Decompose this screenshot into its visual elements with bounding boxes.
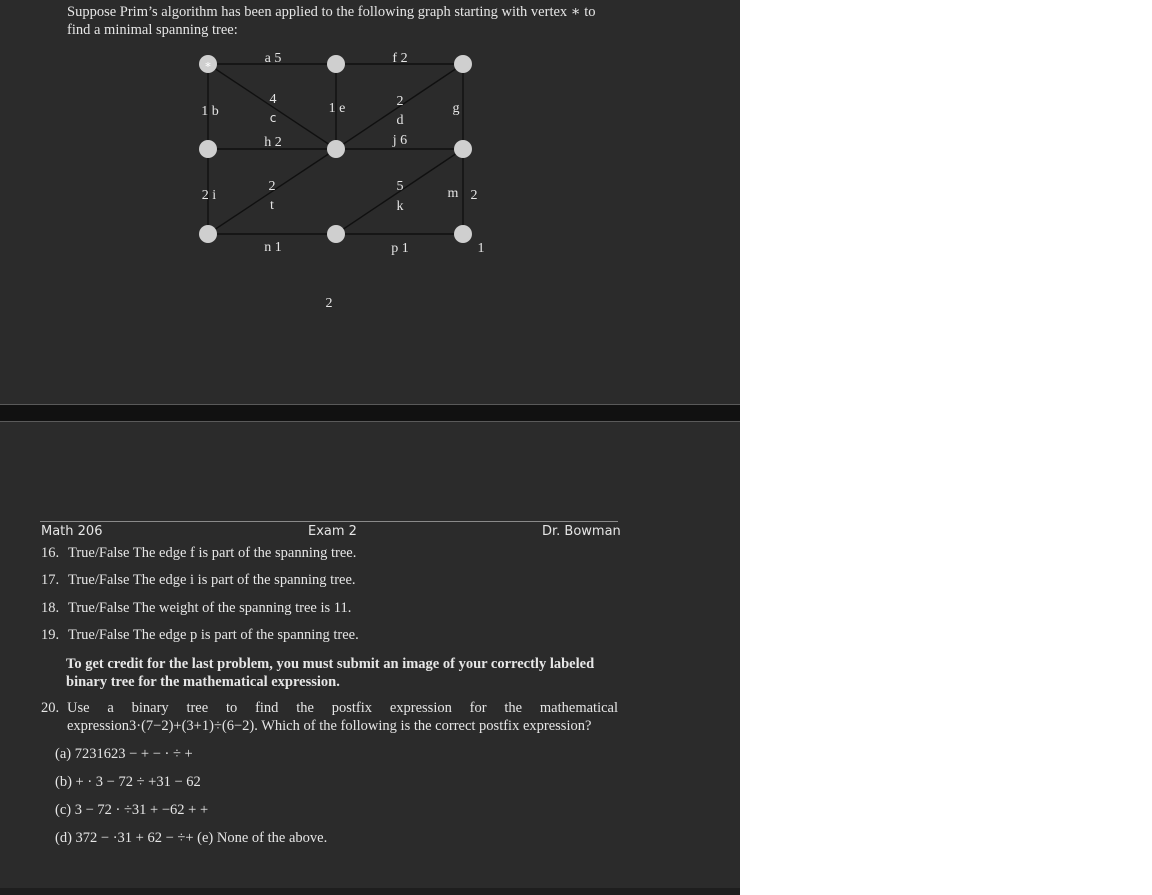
question-intro-line1: Suppose Prim’s algorithm has been applied to the following graph starting with vertex ∗ to bbox=[67, 4, 596, 20]
vertex bbox=[199, 140, 217, 158]
edge-label-b: 1 b bbox=[201, 104, 219, 119]
option-c: (c) 3 − 72 · ÷31 + −62 + + bbox=[55, 802, 209, 818]
vertex bbox=[327, 140, 345, 158]
edge-label-j: j 6 bbox=[392, 133, 408, 148]
vertex bbox=[454, 140, 472, 158]
item-20-line2: expression3·(7−2)+(3+1)÷(6−2). Which of the following is the correct postfix expression? bbox=[67, 718, 592, 734]
edge-label-f: f 2 bbox=[392, 51, 408, 66]
item-19-number: 19. bbox=[41, 627, 60, 643]
option-a: (a) 7231623 − + − · ÷ + bbox=[55, 746, 193, 762]
edge-weight-t: 2 bbox=[268, 179, 276, 194]
edge-label-e: 1 e bbox=[328, 101, 346, 116]
edge-weight-c: 4 bbox=[269, 92, 277, 107]
item-16-number: 16. bbox=[41, 545, 60, 561]
edge-label-p: p 1 bbox=[391, 241, 409, 256]
edge-label-t: t bbox=[270, 198, 274, 213]
edge-label-c: c bbox=[269, 111, 277, 125]
edge-label-m: m bbox=[447, 186, 459, 201]
edge-label-n: n 1 bbox=[264, 240, 282, 255]
stray-weight-2: 2 bbox=[325, 296, 333, 311]
header-instructor: Dr. Bowman bbox=[542, 524, 621, 539]
edge-label-d: d bbox=[396, 113, 404, 128]
option-d: (d) 372 − ·31 + 62 − ÷+ (e) None of the above. bbox=[55, 830, 328, 846]
start-vertex-label: ∗ bbox=[204, 59, 212, 71]
header-exam: Exam 2 bbox=[308, 524, 357, 539]
item-17-number: 17. bbox=[41, 572, 60, 588]
edge-label-a: a 5 bbox=[264, 51, 282, 66]
edge-label-k: k bbox=[396, 199, 404, 214]
item-20-line1: Use a binary tree to find the postfix expression for the mathematical bbox=[67, 700, 618, 716]
edge-label-h: h 2 bbox=[264, 135, 282, 150]
edge-weight-k: 5 bbox=[396, 179, 404, 194]
exam-page-top bbox=[0, 0, 740, 404]
item-19-text: True/False The edge p is part of the spanning tree. bbox=[68, 627, 359, 643]
item-18-number: 18. bbox=[41, 600, 60, 616]
stray-weight-1: 1 bbox=[477, 241, 485, 256]
option-b: (b) + · 3 − 72 ÷ +31 − 62 bbox=[55, 774, 201, 790]
vertex bbox=[327, 225, 345, 243]
graph-figure bbox=[0, 0, 740, 330]
edge-weight-m: 2 bbox=[470, 188, 478, 203]
notice-line2: binary tree for the mathematical expression. bbox=[66, 674, 340, 690]
edge-weight-d: 2 bbox=[396, 94, 404, 109]
header-rule bbox=[40, 521, 618, 522]
vertex bbox=[327, 55, 345, 73]
question-intro-line2: find a minimal spanning tree: bbox=[67, 22, 238, 38]
header-course: Math 206 bbox=[41, 524, 103, 539]
edge-label-i: 2 i bbox=[201, 188, 217, 203]
page-separator bbox=[0, 404, 740, 422]
item-16-text: True/False The edge f is part of the spanning tree. bbox=[68, 545, 357, 561]
edge-label-g: g bbox=[452, 101, 460, 116]
item-17-text: True/False The edge i is part of the spanning tree. bbox=[68, 572, 356, 588]
page-bottom-edge bbox=[0, 888, 740, 895]
item-18-text: True/False The weight of the spanning tree is 11. bbox=[68, 600, 352, 616]
vertex bbox=[199, 225, 217, 243]
vertex bbox=[454, 55, 472, 73]
item-20-number: 20. bbox=[41, 700, 60, 716]
vertex bbox=[454, 225, 472, 243]
notice-line1: To get credit for the last problem, you must submit an image of your correctly labeled bbox=[66, 656, 595, 672]
